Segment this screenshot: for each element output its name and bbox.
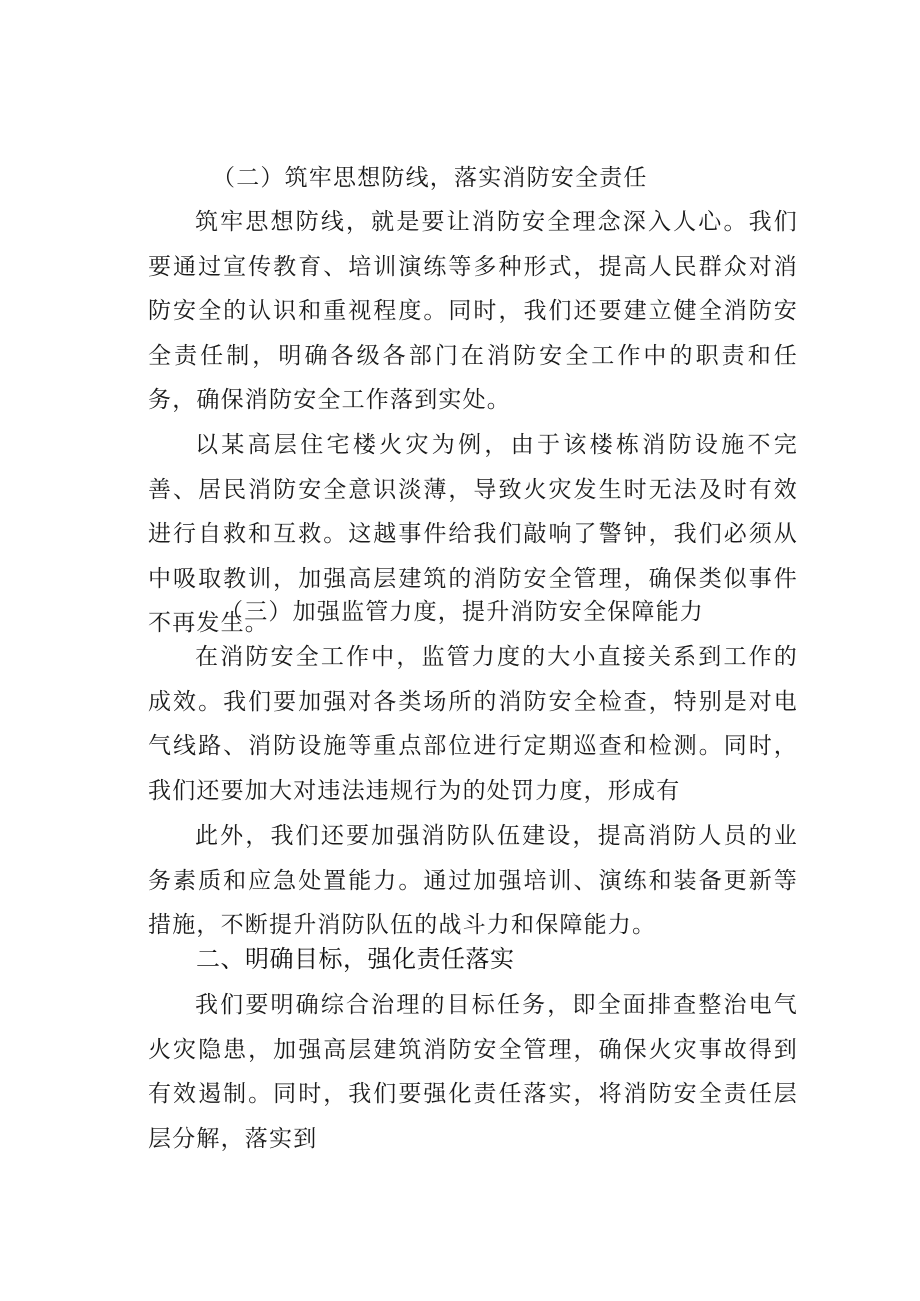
section-2-heading: （二）筑牢思想防线，落实消防安全责任 [212, 165, 648, 191]
part-2-paragraph-1: 我们要明确综合治理的目标任务，即全面排查整治电气火灾隐患，加强高层建筑消防安全管理，确保火灾事故得到有效遏制。同时，我们要强化责任落实，将消防安全责任层层分解，落实到 [148, 992, 798, 1152]
section-3-paragraph-2: 此外，我们还要加强消防队伍建设，提高消防人员的业务素质和应急处置能力。通过加强培训、演练和装备更新等措施，不断提升消防队伍的战斗力和保障能力。 [148, 823, 798, 938]
section-3-paragraph-1: 在消防安全工作中，监管力度的大小直接关系到工作的成效。我们要加强对各类场所的消防安全检查，特别是对电气线路、消防设施等重点部位进行定期巡查和检测。同时，我们还要加大对违法违规行为的处罚力度，形成有 [148, 644, 798, 804]
section-2-paragraph-1: 筑牢思想防线，就是要让消防安全理念深入人心。我们要通过宣传教育、培训演练等多种形式，提高人民群众对消防安全的认识和重视程度。同时，我们还要建立健全消防安全责任制，明确各级各部门在消防安全工作中的职责和任务，确保消防安全工作落到实处。 [148, 209, 798, 413]
section-2-paragraph-2: 以某高层住宅楼火灾为例，由于该楼栋消防设施不完善、居民消防安全意识淡薄，导致火灾发生时无法及时有效进行自救和互救。这越事件给我们敲响了警钟，我们必须从中吸取教训，加强高层建筑的消防安全管理，确保类似事件不再发生。 [148, 432, 798, 636]
section-3-heading: （三）加强监管力度，提升消防安全保障能力 [220, 599, 704, 625]
part-2-heading: 二、明确目标，强化责任落实 [196, 945, 515, 973]
